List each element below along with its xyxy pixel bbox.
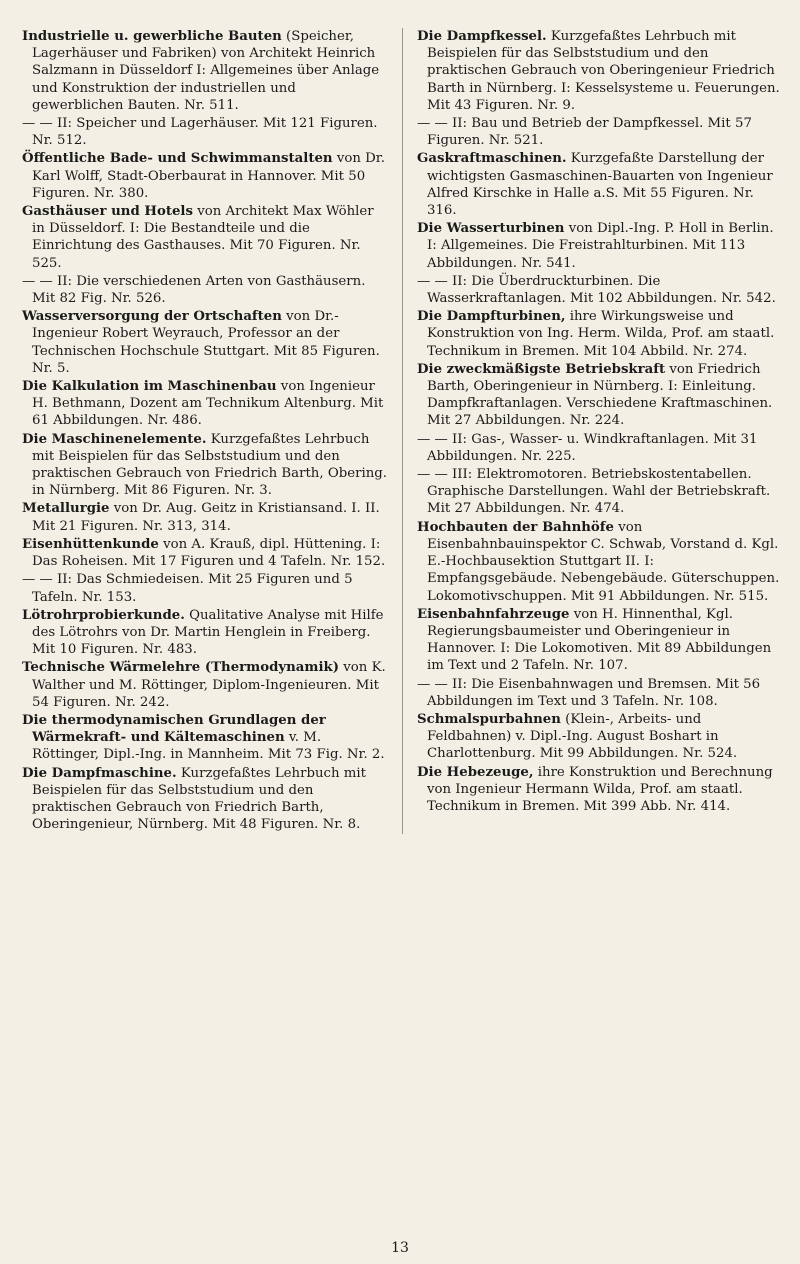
entry-title: Die Maschinenelemente.: [22, 431, 207, 447]
catalog-entry: [22, 500, 390, 534]
entry-title: Öffentliche Bade- und Schwimmanstalten: [22, 151, 333, 167]
entry-text: von Eisenbahnbauinspektor C. Schwab, Vorstand d. Kgl. E.-Hochbausektion Stuttgart II. I: Empfangsgebäude. Nebengebäude. Güterschuppen. Lokomotivschuppen. Mit 91 Abbildungen. Nr. 515.: [427, 519, 780, 604]
entry-title: Die Hebezeuge,: [417, 764, 534, 780]
catalog-entry: [417, 308, 782, 360]
catalog-entry: [22, 273, 390, 307]
entry-text: — — II: Die Überdruckturbinen. Die Wasserkraftanlagen. Mit 102 Abbildungen. Nr. 542.: [417, 273, 776, 307]
catalog-entry: [417, 519, 782, 605]
catalog-entry: [417, 28, 782, 114]
entry-text: von Friedrich Barth, Oberingenieur in Nürnberg. I: Einleitung. Dampfkraftanlagen. Verschiedene Kraftmaschinen. Mit 27 Abbildungen. Nr. 224.: [427, 361, 773, 429]
entry-title: Die thermodynamischen Grundlagen der Wärmekraft- und Kältemaschinen: [22, 712, 326, 746]
entry-text: ihre Wirkungsweise und Konstruktion von Ing. Herm. Wilda, Prof. am staatl. Technikum in Bremen. Mit 104 Abbild. Nr. 274.: [427, 309, 775, 359]
right-column: [402, 28, 782, 834]
entry-title: Gasthäuser und Hotels: [22, 204, 193, 220]
catalog-entry: [22, 115, 390, 149]
catalog-entry: [22, 150, 390, 202]
entry-title: Die Kalkulation im Maschinenbau: [22, 379, 277, 395]
entry-text: von Architekt Max Wöhler in Düsseldorf. I: Die Bestandteile und die Einrichtung des Gasthauses. Mit 70 Figuren. Nr. 525.: [32, 204, 374, 271]
left-column: [22, 28, 402, 834]
catalog-entry: [417, 466, 782, 518]
catalog-entry: [417, 711, 782, 763]
entry-text: — — II: Speicher und Lagerhäuser. Mit 121 Figuren. Nr. 512.: [22, 116, 378, 149]
entry-title: Technische Wärmelehre (Thermodynamik): [22, 660, 340, 676]
entry-text: Kurzgefaßtes Lehrbuch mit Beispielen für das Selbststudium und den praktischen Gebrauch von Friedrich Barth, Oberingenieur, Nürnberg. Mit 48 Figuren. Nr. 8.: [32, 765, 366, 833]
entry-text: von A. Krauß, dipl. Hüttening. I: Das Roheisen. Mit 17 Figuren und 4 Tafeln. Nr. 152.: [32, 536, 386, 570]
entry-title: Metallurgie: [22, 501, 110, 517]
entry-text: — — II: Das Schmiedeisen. Mit 25 Figuren und 5 Tafeln. Nr. 153.: [22, 572, 353, 605]
catalog-entry: [417, 431, 782, 465]
entry-text: von Dipl.-Ing. P. Holl in Berlin. I: Allgemeines. Die Freistrahlturbinen. Mit 113 Abbildungen. Nr. 541.: [427, 221, 774, 271]
catalog-entry: [417, 361, 782, 430]
catalog-entry: [22, 607, 390, 659]
entry-title: Hochbauten der Bahnhöfe: [417, 519, 614, 535]
entry-text: von Dr. Karl Wolff, Stadt-Oberbaurat in Hannover. Mit 50 Figuren. Nr. 380.: [32, 151, 385, 201]
entry-text: v. M. Röttinger, Dipl.-Ing. in Mannheim. Mit 73 Fig. Nr. 2.: [32, 730, 385, 763]
catalog-entry: [417, 676, 782, 710]
entry-text: von K. Walther und M. Röttinger, Diplom-Ingenieuren. Mit 54 Figuren. Nr. 242.: [32, 660, 386, 710]
catalog-entry: [22, 431, 390, 500]
entry-title: Gaskraftmaschinen.: [417, 151, 567, 167]
entry-text: — — III: Elektromotoren. Betriebskostentabellen. Graphische Darstellungen. Wahl der Betriebskraft. Mit 27 Abbildungen. Nr. 474.: [417, 467, 771, 517]
entry-title: Lötrohrprobierkunde.: [22, 607, 185, 623]
entry-title: Industrielle u. gewerbliche Bauten: [22, 29, 282, 44]
catalog-entry: [22, 571, 390, 605]
entry-text: von Dr. Aug. Geitz in Kristiansand. I. II. Mit 21 Figuren. Nr. 313, 314.: [32, 501, 380, 534]
catalog-entry: [22, 765, 390, 834]
catalog-entry: [22, 536, 390, 570]
entry-text: — — II: Die verschiedenen Arten von Gasthäusern. Mit 82 Fig. Nr. 526.: [22, 273, 366, 307]
entry-text: von Ingenieur H. Bethmann, Dozent am Technikum Altenburg. Mit 61 Abbildungen. Nr. 486.: [32, 379, 384, 429]
entry-text: Kurzgefaßtes Lehrbuch mit Beispielen für das Selbststudium und den praktischen Gebrauch von Oberingenieur Friedrich Barth in Nürnberg. I: Kesselsysteme u. Feuerungen. Mit 43 Figuren. Nr. 9.: [427, 29, 780, 113]
entry-title: Eisenhüttenkunde: [22, 536, 159, 552]
entry-text: (Speicher, Lagerhäuser und Fabriken) von Architekt Heinrich Salzmann in Düsseldorf I: Allgemeines über Anlage und Konstruktion der industriellen und gewerblichen Bauten. Nr. 511.: [32, 29, 380, 113]
two-column-layout: [22, 28, 782, 834]
entry-title: Die Dampfmaschine.: [22, 765, 177, 781]
entry-text: — — II: Gas-, Wasser- u. Windkraftanlagen. Mit 31 Abbildungen. Nr. 225.: [417, 431, 758, 464]
catalog-entry: [417, 115, 782, 149]
catalog-entry: [417, 764, 782, 816]
entry-text: ihre Konstruktion und Berechnung von Ingenieur Hermann Wilda, Prof. am staatl. Technikum in Bremen. Mit 399 Abb. Nr. 414.: [427, 764, 773, 814]
catalog-entry: [22, 28, 390, 114]
catalog-entry: [22, 712, 390, 764]
entry-text: Qualitative Analyse mit Hilfe des Lötrohrs von Dr. Martin Henglein in Freiberg. Mit 10 Figuren. Nr. 483.: [32, 607, 384, 658]
catalog-entry: [22, 659, 390, 711]
entry-text: — — II: Die Eisenbahnwagen und Bremsen. Mit 56 Abbildungen im Text und 3 Tafeln. Nr. 108.: [417, 676, 761, 709]
entry-text: Kurzgefaßte Darstellung der wichtigsten Gasmaschinen-Bauarten von Ingenieur Alfred Kirschke in Halle a.S. Mit 55 Figuren. Nr. 316.: [427, 151, 773, 219]
entry-title: Wasserversorgung der Ortschaften: [22, 309, 282, 325]
entry-text: (Klein-, Arbeits- und Feldbahnen) v. Dipl.-Ing. August Boshart in Charlottenburg. Mit 99 Abbildungen. Nr. 524.: [427, 711, 738, 762]
catalog-entry: [417, 273, 782, 307]
entry-title: Die Dampfturbinen,: [417, 309, 566, 325]
catalog-entry: [417, 220, 782, 272]
catalog-entry: [417, 606, 782, 675]
catalog-entry: [22, 203, 390, 272]
entry-text: von H. Hinnenthal, Kgl. Regierungsbaumeister und Oberingenieur in Hannover. I: Die Lokomotiven. Mit 89 Abbildungen im Text und 2 Tafeln. Nr. 107.: [427, 606, 772, 674]
entry-title: Die Wasserturbinen: [417, 221, 565, 237]
page-number: 13: [391, 1240, 409, 1256]
entry-text: — — II: Bau und Betrieb der Dampfkessel. Mit 57 Figuren. Nr. 521.: [417, 116, 752, 149]
entry-title: Eisenbahnfahrzeuge: [417, 606, 570, 622]
entry-title: Schmalspurbahnen: [417, 711, 561, 727]
entry-text: von Dr.-Ingenieur Robert Weyrauch, Professor an der Technischen Hochschule Stuttgart. Mit 85 Figuren. Nr. 5.: [32, 309, 380, 376]
catalog-entry: [417, 150, 782, 219]
entry-title: Die Dampfkessel.: [417, 29, 547, 44]
entry-title: Die zweckmäßigste Betriebskraft: [417, 361, 666, 377]
catalog-entry: [22, 308, 390, 377]
catalog-entry: [22, 378, 390, 430]
entry-text: Kurzgefaßtes Lehrbuch mit Beispielen für das Selbststudium und den praktischen Gebrauch von Friedrich Barth, Obering. in Nürnberg. Mit 86 Figuren. Nr. 3.: [32, 431, 388, 499]
